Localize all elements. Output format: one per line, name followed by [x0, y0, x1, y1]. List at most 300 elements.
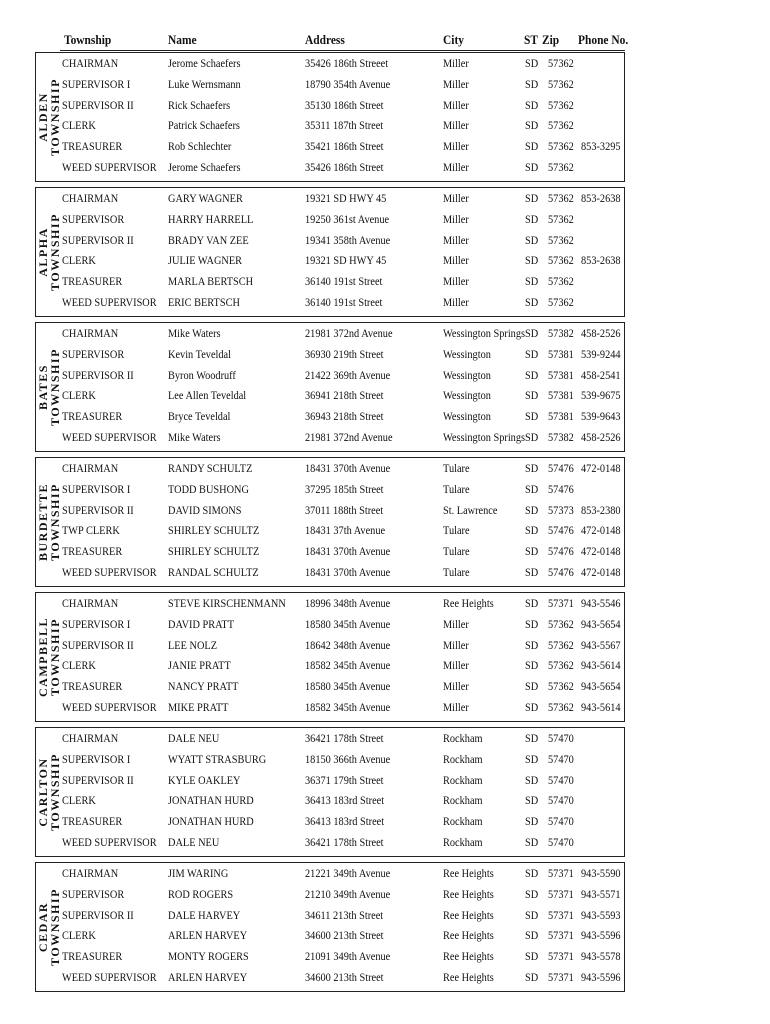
city-cell: Miller	[443, 253, 469, 268]
phone-cell: 943-5614	[581, 658, 621, 673]
address-cell: 18642 348th Avenue	[305, 637, 391, 652]
name-cell: LEE NOLZ	[168, 637, 218, 652]
position-cell: SUPERVISOR I	[62, 751, 131, 766]
state-cell: SD	[525, 388, 539, 403]
phone-cell: 539-9675	[581, 388, 621, 403]
name-cell: ROD ROGERS	[168, 886, 234, 901]
officer-row	[36, 925, 626, 946]
name-cell: Kevin Teveldal	[168, 346, 231, 361]
state-cell: SD	[525, 346, 539, 361]
zip-cell: 57470	[548, 793, 574, 808]
position-cell: SUPERVISOR I	[62, 481, 131, 496]
name-cell: JANIE PRATT	[168, 658, 231, 673]
zip-cell: 57362	[548, 294, 574, 309]
city-cell: Miller	[443, 159, 469, 174]
name-cell: MONTY ROGERS	[168, 949, 249, 964]
position-cell: WEED SUPERVISOR	[62, 564, 157, 579]
phone-cell: 943-5654	[581, 616, 621, 631]
city-cell: Miller	[443, 211, 469, 226]
name-cell: ARLEN HARVEY	[168, 928, 248, 943]
position-cell: TREASURER	[62, 679, 123, 694]
position-cell: TREASURER	[62, 139, 123, 154]
officer-row	[36, 614, 626, 635]
state-cell: SD	[525, 969, 539, 984]
officer-row	[36, 541, 626, 562]
header-name: Name	[168, 32, 197, 47]
address-cell: 36413 183rd Street	[305, 814, 385, 829]
header-divider	[60, 50, 625, 51]
township-section	[35, 187, 625, 317]
officer-row	[36, 385, 626, 406]
city-cell: Miller	[443, 658, 469, 673]
officer-rows	[36, 593, 626, 718]
zip-cell: 57362	[548, 118, 574, 133]
address-cell: 21981 372nd Avenue	[305, 429, 393, 444]
address-cell: 35426 186th Streeet	[305, 56, 389, 70]
name-cell: JONATHAN HURD	[168, 814, 254, 829]
phone-cell: 458-2526	[581, 429, 621, 444]
zip-cell: 57362	[548, 76, 574, 91]
address-cell: 19321 SD HWY 45	[305, 191, 387, 205]
state-cell: SD	[525, 731, 539, 745]
position-cell: TWP CLERK	[62, 523, 120, 538]
township-label-text: BATES TOWNSHIP	[36, 348, 62, 426]
phone-cell: 943-5596	[581, 969, 621, 984]
phone-cell: 943-5596	[581, 928, 621, 943]
zip-cell: 57476	[548, 481, 574, 496]
state-cell: SD	[525, 97, 539, 112]
city-cell: Miller	[443, 97, 469, 112]
phone-cell: 458-2526	[581, 326, 621, 340]
state-cell: SD	[525, 596, 539, 610]
township-section	[35, 592, 625, 722]
position-cell: CHAIRMAN	[62, 596, 119, 610]
zip-cell: 57381	[548, 409, 574, 424]
phone-cell: 472-0148	[581, 523, 621, 538]
zip-cell: 57371	[548, 596, 574, 610]
city-cell: Tulare	[443, 564, 470, 579]
officer-row	[36, 271, 626, 292]
name-cell: HARRY HARRELL	[168, 211, 254, 226]
state-cell: SD	[525, 159, 539, 174]
officer-row	[36, 427, 626, 448]
zip-cell: 57362	[548, 211, 574, 226]
township-label-text: CAMPBELL TOWNSHIP	[36, 616, 62, 698]
city-cell: Miller	[443, 616, 469, 631]
zip-cell: 57476	[548, 523, 574, 538]
state-cell: SD	[525, 772, 539, 787]
name-cell: MARLA BERTSCH	[168, 274, 254, 289]
city-cell: Miller	[443, 294, 469, 309]
address-cell: 35311 187th Street	[305, 118, 384, 133]
city-cell: Wessington	[443, 346, 491, 361]
zip-cell: 57381	[548, 367, 574, 382]
address-cell: 21091 349th Avenue	[305, 949, 391, 964]
state-cell: SD	[525, 751, 539, 766]
township-section	[35, 52, 625, 182]
address-cell: 36930 219th Street	[305, 346, 384, 361]
name-cell: Rob Schlechter	[168, 139, 232, 154]
officer-row	[36, 250, 626, 271]
zip-cell: 57362	[548, 274, 574, 289]
name-cell: DAVID SIMONS	[168, 502, 242, 517]
zip-cell: 57362	[548, 616, 574, 631]
name-cell: ERIC BERTSCH	[168, 294, 240, 309]
position-cell: SUPERVISOR	[62, 211, 125, 226]
phone-cell: 943-5590	[581, 866, 621, 880]
position-cell: CHAIRMAN	[62, 461, 119, 475]
address-cell: 19321 SD HWY 45	[305, 253, 387, 268]
city-cell: Tulare	[443, 461, 470, 475]
zip-cell: 57362	[548, 139, 574, 154]
zip-cell: 57362	[548, 191, 574, 205]
state-cell: SD	[525, 118, 539, 133]
state-cell: SD	[525, 191, 539, 205]
city-cell: Tulare	[443, 523, 470, 538]
phone-cell: 943-5567	[581, 637, 621, 652]
state-cell: SD	[525, 658, 539, 673]
name-cell: RANDAL SCHULTZ	[168, 564, 259, 579]
name-cell: Bryce Teveldal	[168, 409, 231, 424]
officer-rows	[36, 728, 626, 853]
name-cell: JIM WARING	[168, 866, 229, 880]
city-cell: Ree Heights	[443, 969, 494, 984]
officer-row	[36, 811, 626, 832]
officer-row	[36, 209, 626, 230]
officer-rows	[36, 323, 626, 448]
address-cell: 21221 349th Avenue	[305, 866, 391, 880]
officer-row	[36, 697, 626, 718]
position-cell: WEED SUPERVISOR	[62, 834, 157, 849]
address-cell: 18431 370th Avenue	[305, 461, 391, 475]
officer-row	[36, 136, 626, 157]
zip-cell: 57362	[548, 232, 574, 247]
city-cell: Wessington	[443, 367, 491, 382]
address-cell: 19341 358th Avenue	[305, 232, 391, 247]
zip-cell: 57382	[548, 326, 574, 340]
position-cell: CHAIRMAN	[62, 326, 119, 340]
city-cell: Ree Heights	[443, 886, 494, 901]
address-cell: 19250 361st Avenue	[305, 211, 390, 226]
phone-cell: 853-2638	[581, 253, 621, 268]
city-cell: Ree Heights	[443, 596, 494, 610]
officer-rows	[36, 53, 626, 178]
zip-cell: 57371	[548, 928, 574, 943]
zip-cell: 57476	[548, 564, 574, 579]
township-section	[35, 862, 625, 992]
officer-rows	[36, 863, 626, 988]
officer-row	[36, 863, 626, 884]
state-cell: SD	[525, 502, 539, 517]
phone-cell: 943-5571	[581, 886, 621, 901]
township-label-text: ALDEN TOWNSHIP	[36, 78, 62, 156]
officer-row	[36, 344, 626, 365]
zip-cell: 57362	[548, 253, 574, 268]
officer-row	[36, 728, 626, 749]
state-cell: SD	[525, 886, 539, 901]
city-cell: Ree Heights	[443, 907, 494, 922]
officer-row	[36, 832, 626, 853]
position-cell: WEED SUPERVISOR	[62, 159, 157, 174]
address-cell: 18996 348th Avenue	[305, 596, 391, 610]
officer-rows	[36, 458, 626, 583]
city-cell: Wessington	[443, 409, 491, 424]
name-cell: Byron Woodruff	[168, 367, 236, 382]
state-cell: SD	[525, 616, 539, 631]
township-label-text: CARLTON TOWNSHIP	[36, 753, 62, 831]
header-zip: Zip	[542, 32, 560, 47]
name-cell: Mike Waters	[168, 326, 221, 340]
position-cell: CHAIRMAN	[62, 866, 119, 880]
officer-row	[36, 905, 626, 926]
officer-row	[36, 95, 626, 116]
state-cell: SD	[525, 56, 539, 70]
address-cell: 36943 218th Street	[305, 409, 384, 424]
address-cell: 18790 354th Avenue	[305, 76, 391, 91]
city-cell: Miller	[443, 76, 469, 91]
address-cell: 36421 178th Street	[305, 731, 384, 745]
address-cell: 35130 186th Street	[305, 97, 384, 112]
city-cell: Miller	[443, 56, 469, 70]
officer-row	[36, 406, 626, 427]
column-header-row	[0, 32, 770, 52]
name-cell: STEVE KIRSCHENMANN	[168, 596, 286, 610]
position-cell: TREASURER	[62, 409, 123, 424]
position-cell: SUPERVISOR II	[62, 772, 134, 787]
phone-cell: 539-9244	[581, 346, 621, 361]
township-section	[35, 457, 625, 587]
position-cell: CLERK	[62, 388, 96, 403]
name-cell: WYATT STRASBURG	[168, 751, 267, 766]
zip-cell: 57470	[548, 751, 574, 766]
state-cell: SD	[525, 232, 539, 247]
phone-cell: 853-3295	[581, 139, 621, 154]
state-cell: SD	[525, 429, 539, 444]
header-st: ST	[524, 32, 538, 47]
name-cell: Jerome Schaefers	[168, 159, 241, 174]
address-cell: 35421 186th Street	[305, 139, 384, 154]
officer-row	[36, 593, 626, 614]
city-cell: Miller	[443, 232, 469, 247]
zip-cell: 57362	[548, 159, 574, 174]
city-cell: Miller	[443, 637, 469, 652]
phone-cell: 943-5593	[581, 907, 621, 922]
city-cell: Wessington Springs	[443, 429, 526, 444]
name-cell: DAVID PRATT	[168, 616, 235, 631]
position-cell: WEED SUPERVISOR	[62, 429, 157, 444]
phone-cell: 943-5654	[581, 679, 621, 694]
name-cell: DALE HARVEY	[168, 907, 241, 922]
position-cell: TREASURER	[62, 274, 123, 289]
city-cell: Rockham	[443, 814, 483, 829]
city-cell: Rockham	[443, 793, 483, 808]
address-cell: 18580 345th Avenue	[305, 679, 391, 694]
officer-rows	[36, 188, 626, 313]
township-section	[35, 322, 625, 452]
officer-row	[36, 74, 626, 95]
zip-cell: 57362	[548, 658, 574, 673]
state-cell: SD	[525, 211, 539, 226]
officer-row	[36, 967, 626, 988]
officer-row	[36, 790, 626, 811]
address-cell: 21210 349th Avenue	[305, 886, 391, 901]
address-cell: 37011 188th Street	[305, 502, 384, 517]
zip-cell: 57373	[548, 502, 574, 517]
position-cell: SUPERVISOR II	[62, 502, 134, 517]
position-cell: CHAIRMAN	[62, 191, 119, 205]
name-cell: ARLEN HARVEY	[168, 969, 248, 984]
phone-cell: 943-5578	[581, 949, 621, 964]
zip-cell: 57362	[548, 679, 574, 694]
name-cell: NANCY PRATT	[168, 679, 239, 694]
state-cell: SD	[525, 544, 539, 559]
position-cell: CLERK	[62, 253, 96, 268]
position-cell: SUPERVISOR II	[62, 637, 134, 652]
address-cell: 36371 179th Street	[305, 772, 384, 787]
state-cell: SD	[525, 294, 539, 309]
name-cell: Luke Wernsmann	[168, 76, 241, 91]
phone-cell: 472-0148	[581, 564, 621, 579]
officer-row	[36, 157, 626, 178]
officer-row	[36, 884, 626, 905]
zip-cell: 57476	[548, 461, 574, 475]
name-cell: DALE NEU	[168, 731, 220, 745]
address-cell: 18431 37th Avenue	[305, 523, 386, 538]
state-cell: SD	[525, 523, 539, 538]
zip-cell: 57371	[548, 907, 574, 922]
address-cell: 34600 213th Street	[305, 969, 384, 984]
phone-cell: 472-0148	[581, 544, 621, 559]
zip-cell: 57470	[548, 772, 574, 787]
officer-row	[36, 479, 626, 500]
address-cell: 18431 370th Avenue	[305, 564, 391, 579]
city-cell: Ree Heights	[443, 949, 494, 964]
state-cell: SD	[525, 699, 539, 714]
officer-row	[36, 188, 626, 209]
zip-cell: 57470	[548, 834, 574, 849]
address-cell: 36941 218th Street	[305, 388, 384, 403]
position-cell: WEED SUPERVISOR	[62, 294, 157, 309]
position-cell: SUPERVISOR II	[62, 97, 134, 112]
zip-cell: 57362	[548, 637, 574, 652]
city-cell: Wessington Springs	[443, 326, 526, 340]
township-label-text: BURDETTE TOWNSHIP	[36, 482, 62, 562]
state-cell: SD	[525, 481, 539, 496]
address-cell: 18582 345th Avenue	[305, 658, 391, 673]
name-cell: GARY WAGNER	[168, 191, 243, 205]
officer-row	[36, 292, 626, 313]
city-cell: Miller	[443, 699, 469, 714]
officer-row	[36, 115, 626, 136]
zip-cell: 57371	[548, 949, 574, 964]
header-city: City	[443, 32, 464, 47]
city-cell: Rockham	[443, 731, 483, 745]
address-cell: 34600 213th Street	[305, 928, 384, 943]
city-cell: St. Lawrence	[443, 502, 498, 517]
officer-row	[36, 676, 626, 697]
name-cell: JONATHAN HURD	[168, 793, 254, 808]
address-cell: 21422 369th Avenue	[305, 367, 391, 382]
phone-cell: 539-9643	[581, 409, 621, 424]
position-cell: CHAIRMAN	[62, 731, 119, 745]
name-cell: Jerome Schaefers	[168, 56, 241, 70]
name-cell: BRADY VAN ZEE	[168, 232, 249, 247]
zip-cell: 57381	[548, 346, 574, 361]
phone-cell: 943-5546	[581, 596, 621, 610]
zip-cell: 57381	[548, 388, 574, 403]
address-cell: 18150 366th Avenue	[305, 751, 391, 766]
zip-cell: 57470	[548, 731, 574, 745]
position-cell: SUPERVISOR II	[62, 907, 134, 922]
position-cell: SUPERVISOR I	[62, 616, 131, 631]
city-cell: Rockham	[443, 772, 483, 787]
state-cell: SD	[525, 928, 539, 943]
zip-cell: 57362	[548, 97, 574, 112]
position-cell: SUPERVISOR	[62, 886, 125, 901]
state-cell: SD	[525, 834, 539, 849]
position-cell: SUPERVISOR I	[62, 76, 131, 91]
name-cell: MIKE PRATT	[168, 699, 229, 714]
zip-cell: 57382	[548, 429, 574, 444]
phone-cell: 853-2638	[581, 191, 621, 205]
zip-cell: 57362	[548, 699, 574, 714]
township-label-text: CEDAR TOWNSHIP	[36, 888, 62, 966]
name-cell: TODD BUSHONG	[168, 481, 249, 496]
zip-cell: 57476	[548, 544, 574, 559]
officer-row	[36, 655, 626, 676]
position-cell: CLERK	[62, 658, 96, 673]
address-cell: 36140 191st Street	[305, 294, 383, 309]
address-cell: 35426 186th Street	[305, 159, 384, 174]
zip-cell: 57371	[548, 969, 574, 984]
address-cell: 36413 183rd Street	[305, 793, 385, 808]
state-cell: SD	[525, 637, 539, 652]
state-cell: SD	[525, 793, 539, 808]
position-cell: WEED SUPERVISOR	[62, 969, 157, 984]
position-cell: CHAIRMAN	[62, 56, 119, 70]
city-cell: Miller	[443, 118, 469, 133]
city-cell: Miller	[443, 191, 469, 205]
city-cell: Tulare	[443, 481, 470, 496]
position-cell: SUPERVISOR	[62, 346, 125, 361]
officer-row	[36, 749, 626, 770]
city-cell: Tulare	[443, 544, 470, 559]
state-cell: SD	[525, 564, 539, 579]
state-cell: SD	[525, 326, 539, 340]
city-cell: Wessington	[443, 388, 491, 403]
officer-row	[36, 458, 626, 479]
address-cell: 18431 370th Avenue	[305, 544, 391, 559]
state-cell: SD	[525, 139, 539, 154]
header-address: Address	[305, 32, 345, 47]
state-cell: SD	[525, 461, 539, 475]
state-cell: SD	[525, 76, 539, 91]
state-cell: SD	[525, 367, 539, 382]
zip-cell: 57362	[548, 56, 574, 70]
state-cell: SD	[525, 949, 539, 964]
zip-cell: 57371	[548, 886, 574, 901]
position-cell: CLERK	[62, 928, 96, 943]
officer-row	[36, 500, 626, 521]
state-cell: SD	[525, 866, 539, 880]
position-cell: SUPERVISOR II	[62, 232, 134, 247]
phone-cell: 853-2380	[581, 502, 621, 517]
phone-cell: 458-2541	[581, 367, 621, 382]
name-cell: Lee Allen Teveldal	[168, 388, 247, 403]
state-cell: SD	[525, 814, 539, 829]
officer-row	[36, 770, 626, 791]
name-cell: Mike Waters	[168, 429, 221, 444]
